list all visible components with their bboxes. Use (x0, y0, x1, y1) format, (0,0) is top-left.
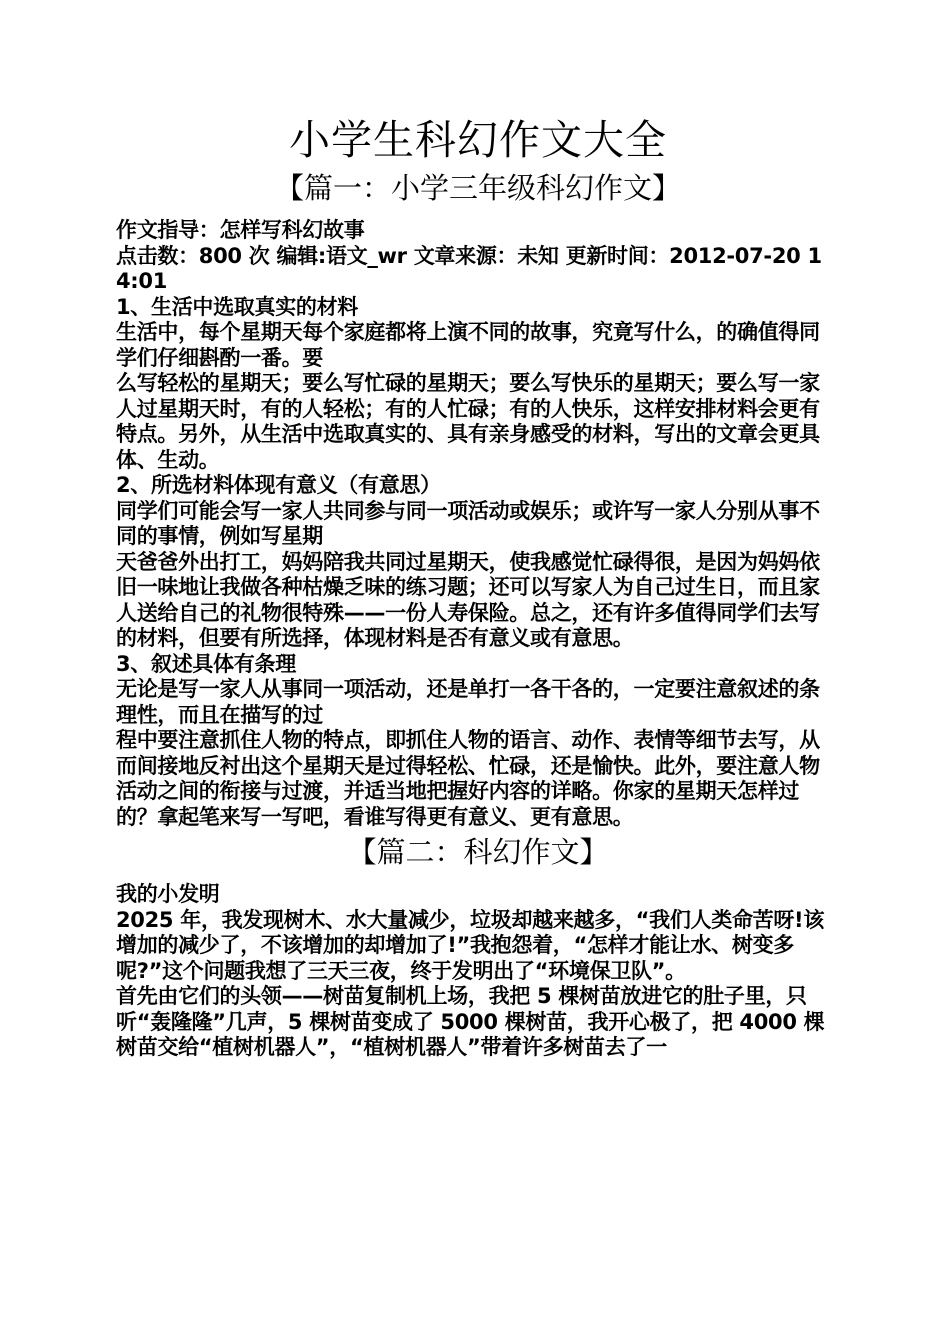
document-page (116, 112, 840, 1061)
section-2-body (116, 882, 840, 1061)
subheading: 1、生活中选取真实的材料 (116, 294, 359, 319)
subheading: 2、所选材料体现有意义（有意思） (116, 473, 441, 497)
paragraph: 天爸爸外出打工，妈妈陪我共同过星期天，使我感觉忙碌得很，是因为妈妈依旧一味地让我做各种枯燥乏味的练习题；还可以写家人为自己过生日，而且家人送给自己的礼物很特殊——一份人寿保险。总之，还有许多值得同学们去写的材料，但要有所选择，体现材料是否有意义或有意思。 (116, 549, 820, 650)
paragraph: 无论是写一家人从事同一项活动，还是单打一各干各的，一定要注意叙述的条理性，而且在描写的过 (116, 677, 820, 727)
subheading: 我的小发明 (116, 882, 220, 906)
subheading: 3、叙述具体有条理 (116, 651, 296, 676)
paragraph: 么写轻松的星期天；要么写忙碌的星期天；要么写快乐的星期天；要么写一家人过星期天时，有的人轻松；有的人忙碌；有的人快乐，这样安排材料会更有特点。另外，从生活中选取真实的、具有亲身感受的材料，写出的文章会更具体、生动。 (116, 371, 820, 472)
paragraph: 首先由它们的头领——树苗复制机上场，我把 5 棵树苗放进它的肚子里，只听“轰隆隆”几声，5 棵树苗变成了 5000 棵树苗，我开心极了，把 4000 棵树苗交给“植树机器人”，“植树机器人”带着许多树苗去了一 (116, 984, 825, 1059)
paragraph: 同学们可能会写一家人共同参与同一项活动或娱乐；或许写一家人分别从事不同的事情，例如写星期 (116, 498, 820, 548)
article-meta: 点击数：800 次 编辑:语文_wr 文章来源：未知 更新时间：2012-07-20 14:01 (116, 243, 822, 293)
section-1-heading: 【篇一：小学三年级科幻作文】 (274, 171, 681, 205)
paragraph: 程中要注意抓住人物的特点，即抓住人物的语言、动作、表情等细节去写，从而间接地反衬出这个星期天是过得轻松、忙碌，还是愉快。此外，要注意人物活动之间的衔接与过渡，并适当地把握好内容的详略。你家的星期天怎样过的？拿起笔来写一写吧，看谁写得更有意义、更有意思。 (116, 728, 820, 829)
paragraph: 2025 年，我发现树木、水大量减少，垃圾却越来越多，“我们人类命苦呀!该增加的减少了，不该增加的却增加了!”我抱怨着，“怎样才能让水、树变多呢?”这个问题我想了三天三夜，终于发明出了“环境保卫队”。 (116, 907, 825, 983)
section-2-heading: 【篇二：科幻作文】 (347, 835, 609, 869)
section-1-body (116, 218, 840, 830)
document-title: 小学生科幻作文大全 (289, 116, 667, 164)
paragraph: 生活中，每个星期天每个家庭都将上演不同的故事，究竟写什么，的确值得同学们仔细斟酌一番。要 (116, 320, 820, 370)
paragraph: 作文指导：怎样写科幻故事 (116, 218, 365, 242)
